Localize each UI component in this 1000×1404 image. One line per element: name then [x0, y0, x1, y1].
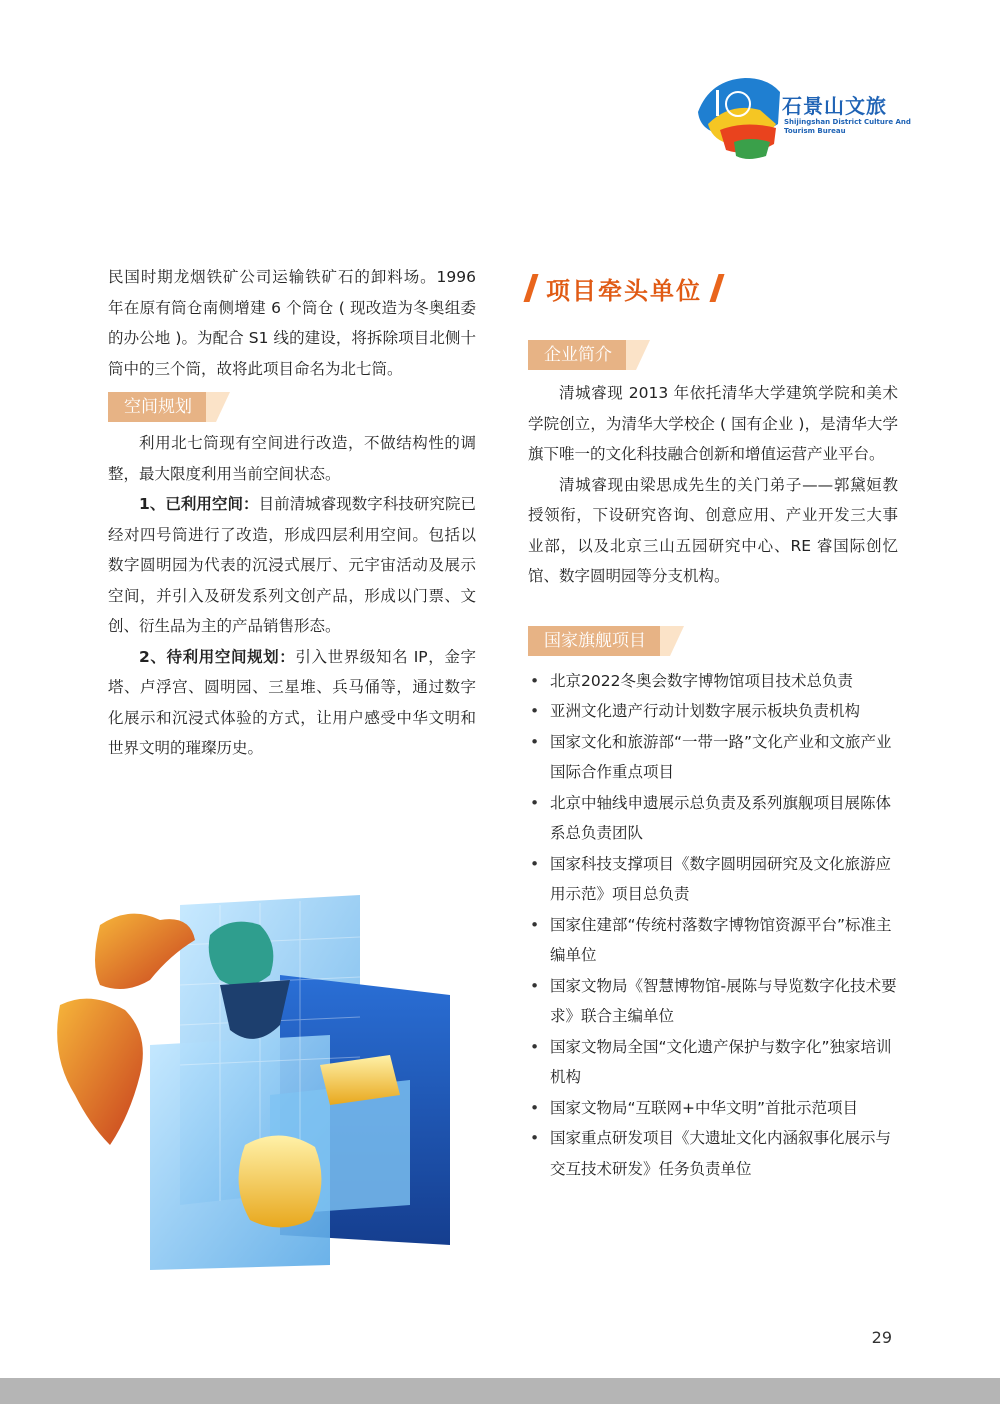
list-item: • 北京2022冬奥会数字博物馆项目技术总负责 — [528, 666, 898, 697]
right-column — [528, 262, 898, 1184]
footer-bar — [0, 1378, 1000, 1404]
list-item: • 国家文物局《智慧博物馆-展陈与导览数字化技术要求》联合主编单位 — [528, 971, 898, 1032]
heading-title: 项目牵头单位 — [546, 276, 702, 305]
list-item: • 国家重点研发项目《大遗址文化内涵叙事化展示与交互技术研发》任务负责单位 — [528, 1123, 898, 1184]
section-heading — [528, 266, 898, 310]
section-tag-company — [528, 340, 636, 370]
section-tag-label: 空间规划 — [124, 397, 192, 417]
planned-space-paragraph — [108, 642, 476, 764]
intro-paragraph: 民国时期龙烟铁矿公司运输铁矿石的卸料场。1996 年在原有筒仓南侧增建 6 个筒仓 ( 现改造为冬奥组委的办公地 )。为配合 S1 线的建设，将拆除项目北侧十筒中的三个筒，故将此项目命名为北七筒。 — [108, 268, 476, 378]
company-structure-paragraph: 清城睿现由梁思成先生的关门弟子——郭黛姮教授领衔，下设研究咨询、创意应用、产业开发三大事业部，以及北京三山五园研究中心、RE 睿国际创忆馆、数字圆明园等分支机构。 — [528, 475, 898, 585]
list-item: • 北京中轴线申遗展示总负责及系列旗舰项目展陈体系总负责团队 — [528, 788, 898, 849]
section-tag-flagship — [528, 626, 670, 656]
logo-subtitle: Shijingshan District Culture And Tourism Bureau — [784, 118, 911, 135]
heading-slash-right-icon — [709, 274, 724, 302]
planned-space-text: 引入世界级知名 IP，金字塔、卢浮宫、圆明园、三星堆、兵马俑等，通过数字化展示和沉浸式体验的方式，让用户感受中华文明和世界文明的璀璨历史。 — [108, 647, 476, 757]
section-tag-space-planning — [108, 392, 216, 422]
left-column — [108, 262, 476, 764]
page-number: 29 — [871, 1328, 892, 1347]
digital-heritage-illustration — [30, 885, 475, 1275]
list-item: • 亚洲文化遗产行动计划数字展示板块负责机构 — [528, 696, 898, 727]
used-space-text: 目前清城睿现数字科技研究院已经对四号筒进行了改造，形成四层利用空间。包括以数字圆明园为代表的沉浸式展厅、元宇宙活动及展示空间，并引入及研发系列文创产品，形成以门票、文创、衍生品为主的产品销售形态。 — [108, 495, 476, 635]
flagship-projects-list — [528, 666, 898, 1185]
planned-space-label: 2、待利用空间规划： — [139, 647, 296, 666]
list-item: • 国家文物局全国“文化遗产保护与数字化”独家培训机构 — [528, 1032, 898, 1093]
company-intro-paragraph: 清城睿现 2013 年依托清华大学建筑学院和美术学院创立，为清华大学校企 ( 国有企业 )，是清华大学旗下唯一的文化科技融合创新和增值运营产业平台。 — [528, 384, 898, 463]
list-item: • 国家科技支撑项目《数字圆明园研究及文化旅游应用示范》项目总负责 — [528, 849, 898, 910]
list-item: • 国家文化和旅游部“一带一路”文化产业和文旅产业国际合作重点项目 — [528, 727, 898, 788]
logo-title: 石景山文旅 — [782, 94, 887, 118]
section-tag-label: 企业简介 — [544, 345, 612, 365]
space-paragraph: 利用北七筒现有空间进行改造，不做结构性的调整，最大限度利用当前空间状态。 — [108, 434, 476, 483]
list-item: • 国家文物局“互联网+中华文明”首批示范项目 — [528, 1093, 898, 1124]
heading-slash-left-icon — [523, 274, 538, 302]
used-space-label: 1、已利用空间： — [139, 495, 259, 513]
used-space-paragraph — [108, 489, 476, 642]
section-tag-label: 国家旗舰项目 — [544, 630, 646, 651]
list-item: • 国家住建部“传统村落数字博物馆资源平台”标准主编单位 — [528, 910, 898, 971]
